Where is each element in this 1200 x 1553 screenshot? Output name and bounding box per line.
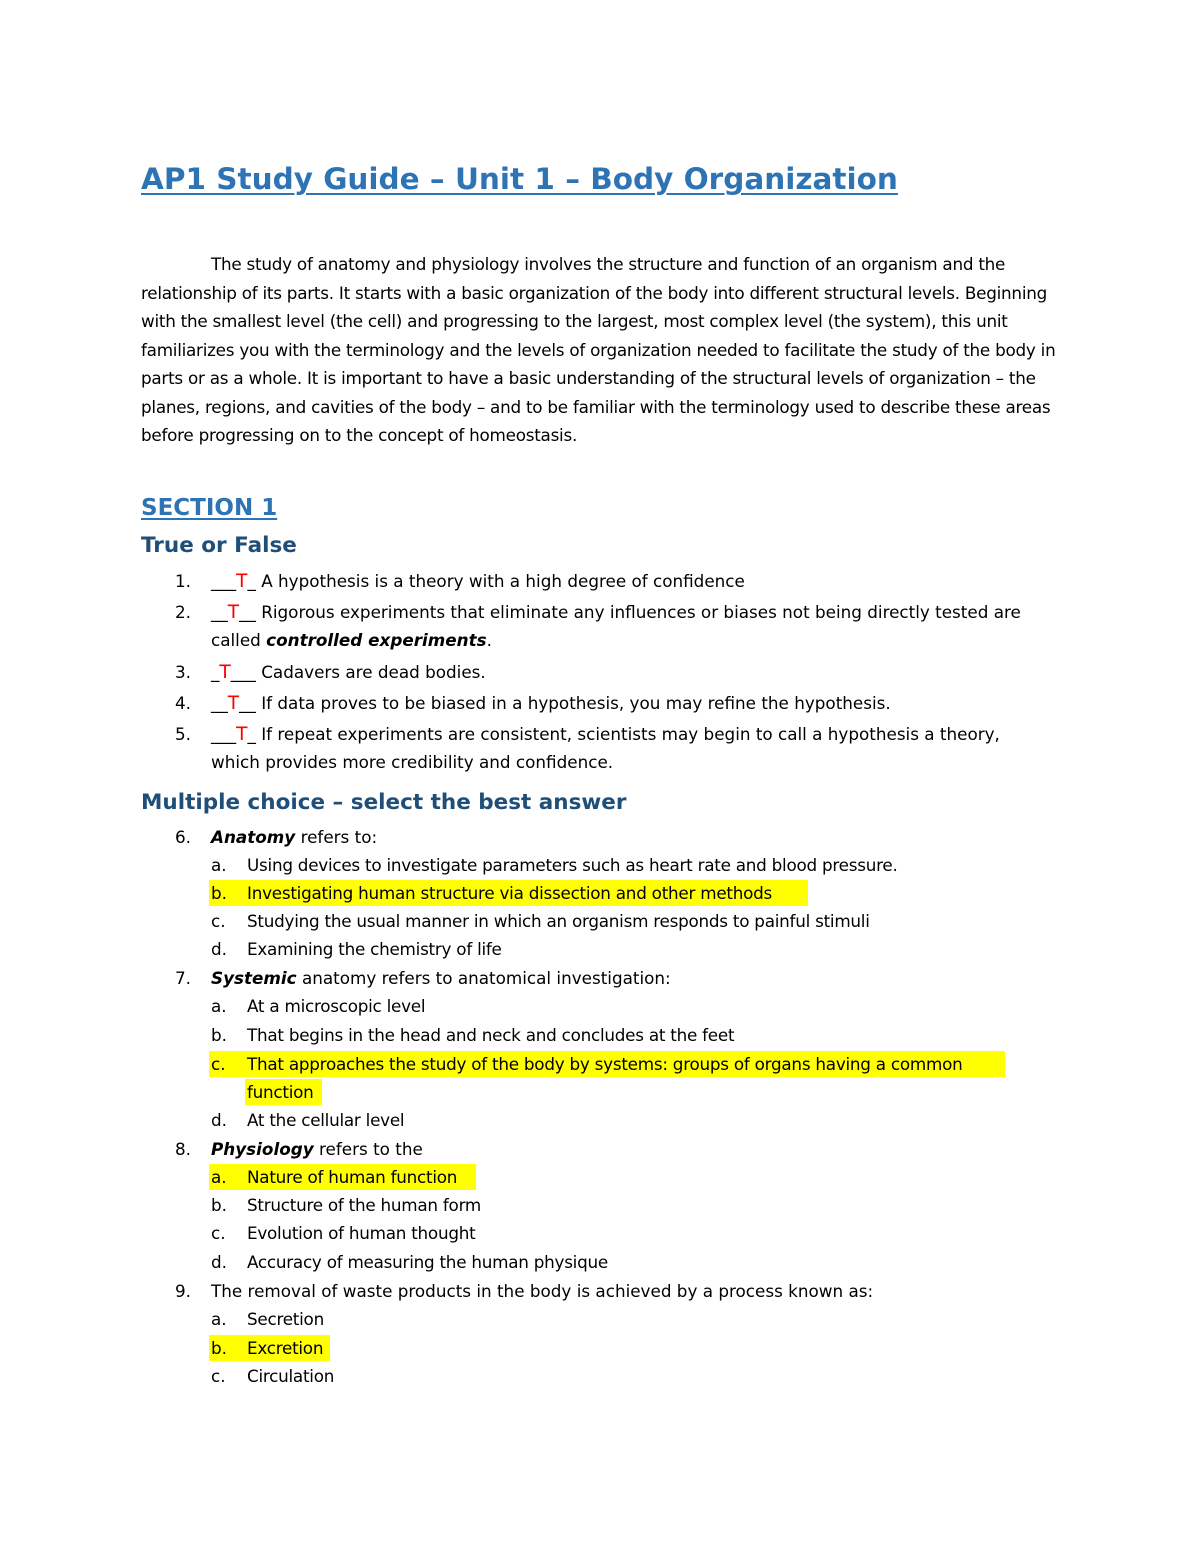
answer-blank: __ <box>239 693 256 713</box>
option-letter: c. <box>211 1366 226 1386</box>
question-number: 7. <box>175 968 192 988</box>
tf-answer: T <box>236 724 248 745</box>
tf-number: 3. <box>175 662 192 682</box>
option-letter: a. <box>211 996 227 1016</box>
option-text-correct-continued: function <box>247 1082 314 1102</box>
option-text: That begins in the head and neck and concludes at the feet <box>247 1025 735 1045</box>
tf-text: . <box>486 630 492 650</box>
question-text: The removal of waste products in the body is achieved by a process known as: <box>211 1281 874 1301</box>
tf-answer: T <box>227 602 240 623</box>
option-letter: c. <box>211 1223 226 1243</box>
tf-statement: Rigorous experiments that eliminate any influences or biases not being directly tested are <box>255 602 1021 622</box>
option-text: At a microscopic level <box>247 996 426 1016</box>
option-text: Studying the usual manner in which an organism responds to painful stimuli <box>247 911 870 931</box>
tf-statement-continued <box>211 626 492 654</box>
option-letter: c. <box>211 911 226 931</box>
option-text: Secretion <box>247 1309 324 1329</box>
intro-paragraph: The study of anatomy and physiology involves the structure and function of an organism and the relationship of its parts. It starts with a basic organization of the body into different structural levels. Beginning with the smallest level (the cell) and progressing to the largest, most complex level (the system), this unit familiarizes you with the terminology and the levels of organization needed to facilitate the study of the body in parts or as a whole. It is important to have a basic understanding of the structural levels of organization – the planes, regions, and cavities of the body – and to be familiar with the terminology used to describe these areas before progressing on to the concept of homeostasis. <box>141 254 1056 445</box>
key-term: Systemic <box>211 968 297 988</box>
tf-statement: If data proves to be biased in a hypothesis, you may refine the hypothesis. <box>255 693 891 713</box>
page-title: AP1 Study Guide – Unit 1 – Body Organization <box>141 162 898 196</box>
tf-item <box>211 689 891 718</box>
option-letter: a. <box>211 1309 227 1329</box>
question-rest: refers to the <box>313 1139 423 1159</box>
question-number: 6. <box>175 827 192 847</box>
tf-number: 5. <box>175 724 192 744</box>
question-text <box>211 823 377 851</box>
question-rest: refers to: <box>295 827 378 847</box>
option-text-correct: That approaches the study of the body by systems: groups of organs having a common <box>247 1054 963 1074</box>
option-text-correct: Nature of human function <box>247 1167 458 1187</box>
tf-item <box>211 720 1000 749</box>
true-false-heading: True or False <box>141 533 297 558</box>
answer-blank: __ <box>211 693 228 713</box>
tf-answer: T <box>236 571 248 592</box>
question-text <box>211 1135 423 1163</box>
tf-statement: Cadavers are dead bodies. <box>255 662 486 682</box>
tf-item <box>211 598 1021 627</box>
tf-item <box>211 567 745 596</box>
answer-blank: _ <box>247 571 256 591</box>
option-letter: b. <box>211 1338 227 1358</box>
option-letter: b. <box>211 1025 227 1045</box>
option-letter: c. <box>211 1054 226 1074</box>
question-number: 8. <box>175 1139 192 1159</box>
answer-blank: ___ <box>211 571 237 591</box>
option-text: At the cellular level <box>247 1110 405 1130</box>
tf-text: called <box>211 630 267 650</box>
option-letter: d. <box>211 1110 227 1130</box>
answer-blank: __ <box>239 602 256 622</box>
option-text-correct: Investigating human structure via dissection and other methods <box>247 883 773 903</box>
answer-blank: _ <box>211 662 220 682</box>
tf-answer: T <box>219 662 231 683</box>
option-text: Accuracy of measuring the human physique <box>247 1252 608 1272</box>
question-rest: anatomy refers to anatomical investigation: <box>296 968 671 988</box>
key-term: Anatomy <box>211 827 296 847</box>
tf-answer: T <box>227 693 240 714</box>
tf-statement: A hypothesis is a theory with a high degree of confidence <box>255 571 745 591</box>
option-text: Structure of the human form <box>247 1195 482 1215</box>
option-text-correct: Excretion <box>247 1338 324 1358</box>
option-text: Examining the chemistry of life <box>247 939 502 959</box>
option-letter: b. <box>211 883 227 903</box>
tf-statement: If repeat experiments are consistent, scientists may begin to call a hypothesis a theory, <box>255 724 1000 744</box>
tf-number: 4. <box>175 693 192 713</box>
tf-number: 1. <box>175 571 192 591</box>
answer-blank: __ <box>211 602 228 622</box>
multiple-choice-heading: Multiple choice – select the best answer <box>141 790 627 815</box>
key-term: controlled experiments <box>266 630 487 650</box>
tf-item <box>211 658 486 687</box>
option-letter: d. <box>211 1252 227 1272</box>
option-letter: a. <box>211 1167 227 1187</box>
question-text <box>211 964 671 992</box>
answer-blank: ___ <box>211 724 237 744</box>
option-text: Using devices to investigate parameters such as heart rate and blood pressure. <box>247 855 898 875</box>
key-term: Physiology <box>211 1139 314 1159</box>
section-title: SECTION 1 <box>141 495 278 521</box>
option-text: Evolution of human thought <box>247 1223 476 1243</box>
option-text: Circulation <box>247 1366 335 1386</box>
answer-blank: ___ <box>230 662 256 682</box>
answer-blank: _ <box>247 724 256 744</box>
option-letter: a. <box>211 855 227 875</box>
option-letter: d. <box>211 939 227 959</box>
tf-statement-continued: which provides more credibility and confidence. <box>211 752 614 772</box>
question-number: 9. <box>175 1281 192 1301</box>
option-letter: b. <box>211 1195 227 1215</box>
tf-number: 2. <box>175 602 192 622</box>
